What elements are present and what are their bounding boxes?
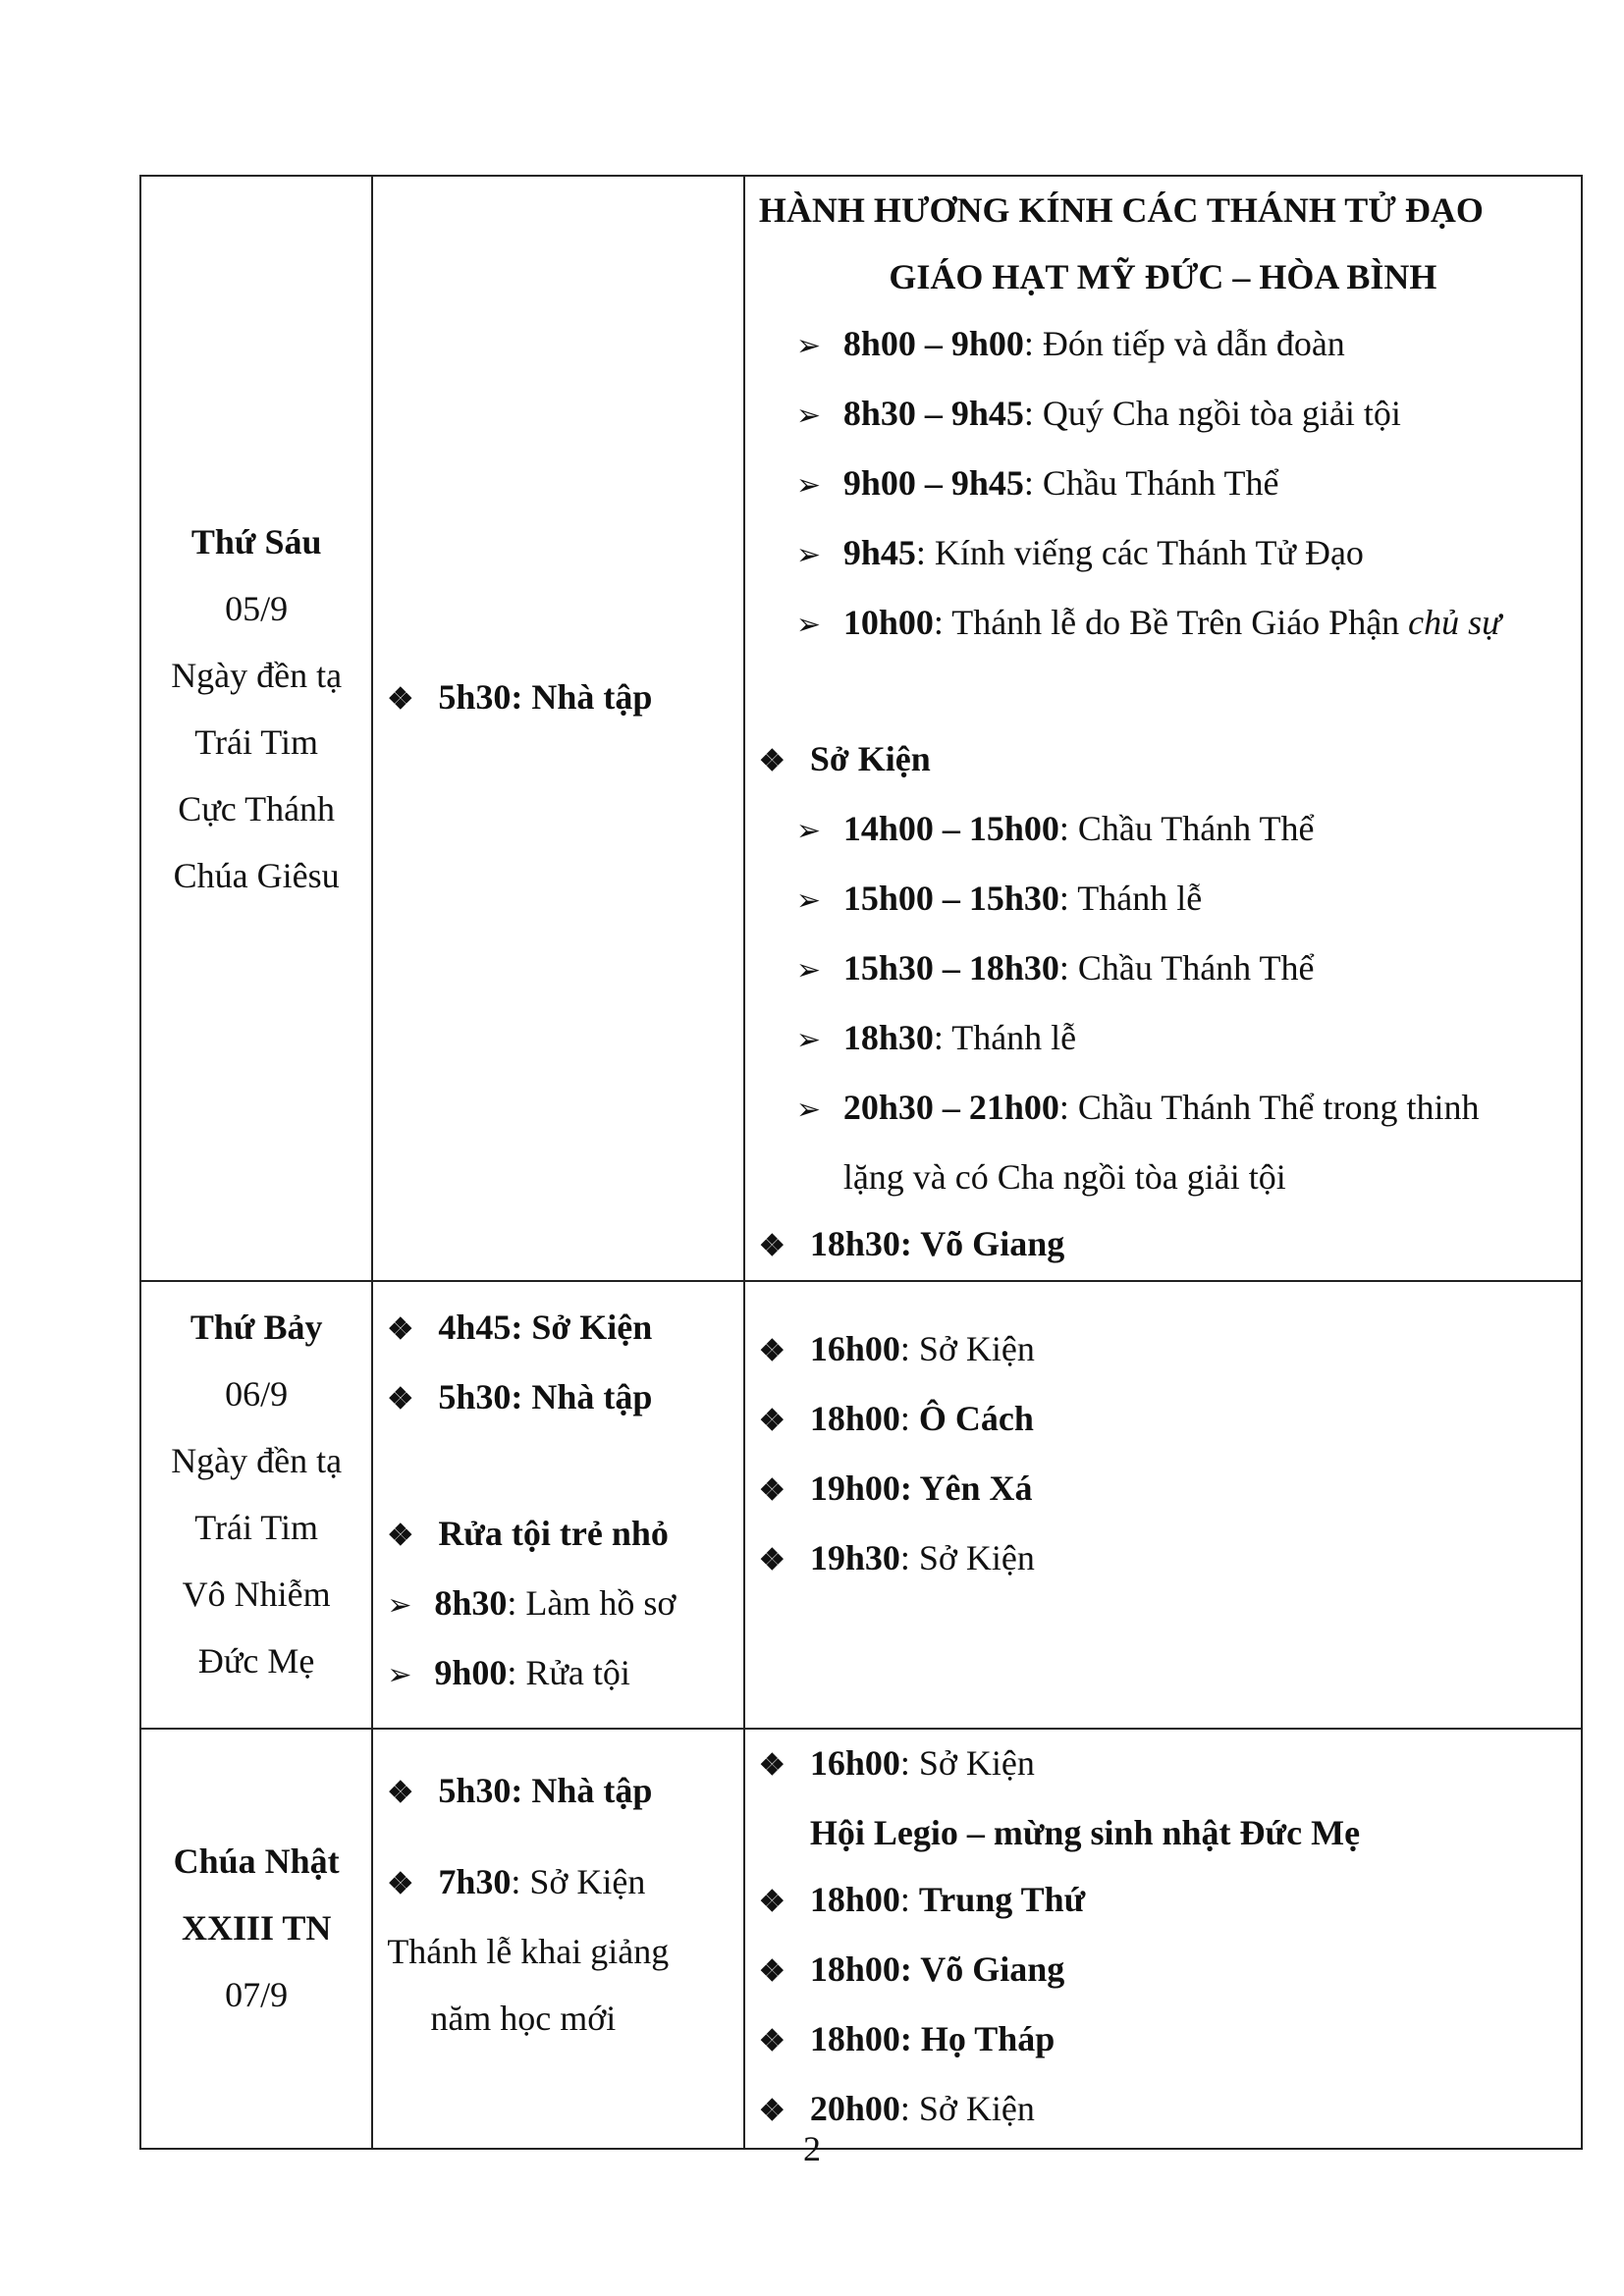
list-item: ❖ 19h00: Yên Xá xyxy=(745,1455,1581,1524)
diamond-bullet-icon: ❖ xyxy=(387,1520,414,1552)
schedule-table xyxy=(139,175,1583,2150)
arrow-bullet-icon: ➢ xyxy=(795,539,821,571)
day-name: Thứ Bảy xyxy=(189,1308,323,1347)
day-date: 06/9 xyxy=(225,1374,289,1414)
list-item: ❖ 18h00: Họ Tháp xyxy=(745,2005,1581,2075)
day-cell xyxy=(140,1729,372,2149)
afternoon-cell xyxy=(744,176,1582,1281)
list-item: ❖ 5h30: Nhà tập xyxy=(373,1363,743,1433)
arrow-bullet-icon: ➢ xyxy=(795,400,821,432)
list-item: ➢ 9h00 – 9h45: Chầu Thánh Thể xyxy=(745,450,1581,519)
diamond-bullet-icon: ❖ xyxy=(758,1544,785,1576)
diamond-bullet-icon: ❖ xyxy=(758,1474,785,1507)
page-number: 2 xyxy=(803,2129,821,2168)
list-item: ➢ 15h30 – 18h30: Chầu Thánh Thể xyxy=(745,934,1581,1004)
mass-note: Thánh lễ khai giảng xyxy=(387,1932,670,1971)
list-item: ➢ 20h30 – 21h00: Chầu Thánh Thể trong thinh xyxy=(745,1074,1581,1144)
parish-heading: ❖ Sở Kiện xyxy=(745,725,1581,795)
day-note: Ngày đền tạ xyxy=(171,1441,343,1480)
diamond-bullet-icon: ❖ xyxy=(387,1383,414,1415)
diamond-bullet-icon: ❖ xyxy=(758,2025,785,2057)
diamond-bullet-icon: ❖ xyxy=(758,745,785,777)
list-item: ➢ 8h30 – 9h45: Quý Cha ngồi tòa giải tội xyxy=(745,380,1581,450)
arrow-bullet-icon: ➢ xyxy=(795,469,821,502)
list-item: ➢ 9h00: Rửa tội xyxy=(373,1639,743,1709)
list-item: ❖ 4h45: Sở Kiện xyxy=(373,1294,743,1363)
list-item-continuation: lặng và có Cha ngồi tòa giải tội xyxy=(842,1157,1286,1197)
list-item: ❖ 16h00: Sở Kiện xyxy=(745,1315,1581,1385)
arrow-bullet-icon: ➢ xyxy=(387,1659,412,1691)
day-date: 07/9 xyxy=(225,1975,289,2014)
day-name: Thứ Sáu xyxy=(190,522,322,561)
afternoon-cell xyxy=(744,1729,1582,2149)
diamond-bullet-icon: ❖ xyxy=(758,1230,785,1262)
list-item: ➢ 14h00 – 15h00: Chầu Thánh Thể xyxy=(745,795,1581,865)
list-item: ❖ 20h00: Sở Kiện xyxy=(745,2075,1581,2145)
list-item: ❖ 16h00: Sở Kiện xyxy=(745,1730,1581,1799)
diamond-bullet-icon: ❖ xyxy=(387,1868,414,1900)
arrow-bullet-icon: ➢ xyxy=(795,330,821,362)
mass-note: năm học mới xyxy=(430,1999,617,2038)
pilgrimage-subtitle: GIÁO HẠT MỸ ĐỨC – HÒA BÌNH xyxy=(889,257,1437,296)
list-item: ❖ 18h00: Ô Cách xyxy=(745,1385,1581,1455)
day-note: Chúa Giêsu xyxy=(173,856,340,895)
table-row xyxy=(140,1281,1582,1729)
list-item: ➢ 8h30: Làm hồ sơ xyxy=(373,1570,743,1639)
arrow-bullet-icon: ➢ xyxy=(387,1589,412,1622)
list-item: ➢ 15h00 – 15h30: Thánh lễ xyxy=(745,865,1581,934)
arrow-bullet-icon: ➢ xyxy=(795,1024,821,1056)
arrow-bullet-icon: ➢ xyxy=(795,815,821,847)
list-item: ➢ 10h00: Thánh lễ do Bề Trên Giáo Phận chủ sự xyxy=(745,589,1581,659)
legio-note: Hội Legio – mừng sinh nhật Đức Mẹ xyxy=(809,1813,1361,1852)
diamond-bullet-icon: ❖ xyxy=(758,1955,785,1988)
afternoon-cell xyxy=(744,1281,1582,1729)
table-row xyxy=(140,176,1582,1281)
arrow-bullet-icon: ➢ xyxy=(795,1094,821,1126)
day-cell xyxy=(140,1281,372,1729)
pilgrimage-title: HÀNH HƯƠNG KÍNH CÁC THÁNH TỬ ĐẠO xyxy=(758,190,1484,230)
list-item: ❖ 19h30: Sở Kiện xyxy=(745,1524,1581,1594)
diamond-bullet-icon: ❖ xyxy=(758,2095,785,2127)
diamond-bullet-icon: ❖ xyxy=(387,1777,414,1809)
morning-cell xyxy=(372,1281,744,1729)
arrow-bullet-icon: ➢ xyxy=(795,609,821,641)
day-note: Vô Nhiễm xyxy=(182,1575,331,1614)
diamond-bullet-icon: ❖ xyxy=(758,1886,785,1918)
day-note: Trái Tim xyxy=(194,1508,319,1547)
baptism-heading: ❖ Rửa tội trẻ nhỏ xyxy=(373,1500,743,1570)
diamond-bullet-icon: ❖ xyxy=(387,683,414,716)
day-name: Chúa Nhật xyxy=(173,1842,340,1881)
morning-cell xyxy=(372,1729,744,2149)
diamond-bullet-icon: ❖ xyxy=(758,1749,785,1782)
day-cell xyxy=(140,176,372,1281)
list-item: ❖ 5h30: Nhà tập xyxy=(373,1757,743,1827)
diamond-bullet-icon: ❖ xyxy=(387,1313,414,1346)
diamond-bullet-icon: ❖ xyxy=(758,1405,785,1437)
day-note: Ngày đền tạ xyxy=(171,656,343,695)
diamond-bullet-icon: ❖ xyxy=(758,1335,785,1367)
list-item: ❖ 18h00: Võ Giang xyxy=(745,1936,1581,2005)
list-item: ➢ 8h00 – 9h00: Đón tiếp và dẫn đoàn xyxy=(745,310,1581,380)
day-note: Cực Thánh xyxy=(178,789,336,828)
list-item: ❖ 18h30: Võ Giang xyxy=(745,1210,1581,1280)
list-item: ➢ 9h45: Kính viếng các Thánh Tử Đạo xyxy=(745,519,1581,589)
arrow-bullet-icon: ➢ xyxy=(795,954,821,987)
list-item: ❖ 5h30: Nhà tập xyxy=(373,664,743,733)
table-row xyxy=(140,1729,1582,2149)
day-note: Đức Mẹ xyxy=(197,1641,315,1681)
list-item: ➢ 18h30: Thánh lễ xyxy=(745,1004,1581,1074)
morning-cell xyxy=(372,176,744,1281)
arrow-bullet-icon: ➢ xyxy=(795,884,821,917)
list-item: ❖ 18h00: Trung Thứ xyxy=(745,1866,1581,1936)
day-date: 05/9 xyxy=(225,589,289,628)
day-week: XXIII TN xyxy=(181,1908,332,1948)
day-note: Trái Tim xyxy=(194,722,319,762)
list-item: ❖ 7h30: Sở Kiện xyxy=(373,1848,743,1918)
